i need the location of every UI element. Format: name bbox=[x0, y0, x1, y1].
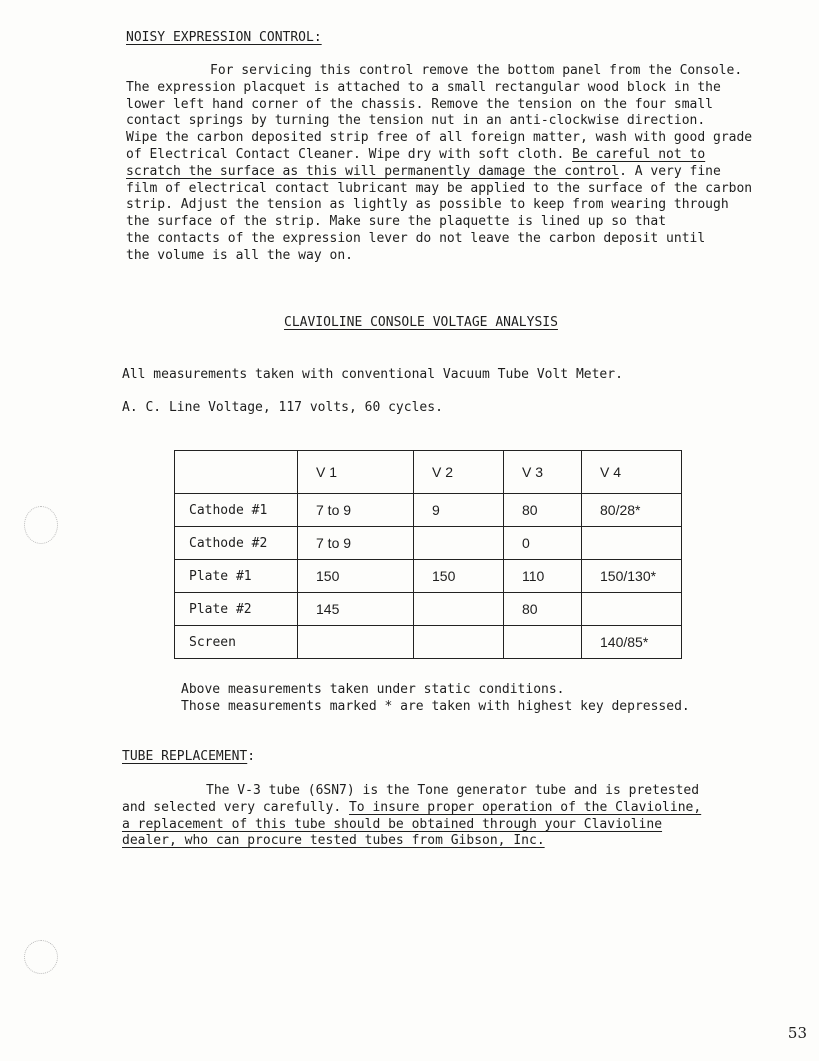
text-line: The expression placquet is attached to a small rectangular wood block in the bbox=[126, 79, 721, 95]
table-row bbox=[175, 494, 682, 527]
punch-hole-mark bbox=[24, 940, 58, 974]
text-line: the volume is all the way on. bbox=[126, 247, 353, 263]
text-line: the contacts of the expression lever do not leave the carbon deposit until bbox=[126, 230, 706, 246]
table-cell: 9 bbox=[414, 494, 504, 527]
table-cell: 7 to 9 bbox=[298, 527, 414, 560]
noisy-paragraph bbox=[126, 63, 816, 265]
table-cell bbox=[582, 593, 682, 626]
analysis-intro: All measurements taken with conventional Vacuum Tube Volt Meter. bbox=[122, 367, 623, 382]
table-cell: 150 bbox=[298, 560, 414, 593]
section-heading-tube: TUBE REPLACEMENT: bbox=[122, 749, 256, 764]
table-header-cell: V 3 bbox=[504, 451, 582, 494]
row-label: Cathode #1 bbox=[175, 494, 298, 527]
voltage-table bbox=[174, 450, 682, 659]
table-cell: 80/28* bbox=[582, 494, 682, 527]
text-line: For servicing this control remove the bottom panel from the Console. bbox=[210, 63, 743, 78]
page-number: 53 bbox=[787, 1024, 807, 1042]
emphasis-text: a replacement of this tube should be obtained through your Clavioline bbox=[122, 816, 663, 832]
warning-text: Be careful not to bbox=[572, 146, 706, 162]
row-label: Plate #2 bbox=[175, 593, 298, 626]
table-cell bbox=[414, 593, 504, 626]
text-line: Wipe the carbon deposited strip free of all foreign matter, wash with good grade bbox=[126, 130, 753, 146]
table-cell: 0 bbox=[504, 527, 582, 560]
table-note-asterisk: Those measurements marked * are taken with highest key depressed. bbox=[181, 699, 690, 714]
punch-hole-mark bbox=[24, 506, 58, 544]
text-line: contact springs by turning the tension nut in an anti-clockwise direction. bbox=[126, 113, 706, 129]
table-header-cell: V 1 bbox=[298, 451, 414, 494]
table-cell: 145 bbox=[298, 593, 414, 626]
table-row bbox=[175, 626, 682, 659]
table-header-cell bbox=[175, 451, 298, 494]
section-heading-analysis: CLAVIOLINE CONSOLE VOLTAGE ANALYSIS bbox=[284, 315, 558, 330]
text-line: scratch the surface as this will permanently damage the control. A very fine bbox=[126, 163, 721, 179]
table-cell: 80 bbox=[504, 494, 582, 527]
row-label: Plate #1 bbox=[175, 560, 298, 593]
table-header-cell: V 2 bbox=[414, 451, 504, 494]
emphasis-text: dealer, who can procure tested tubes from Gibson, Inc. bbox=[122, 833, 545, 849]
table-note-static: Above measurements taken under static conditions. bbox=[181, 682, 565, 697]
section-heading-noisy: NOISY EXPRESSION CONTROL: bbox=[126, 30, 322, 45]
table-cell bbox=[414, 626, 504, 659]
table-cell bbox=[298, 626, 414, 659]
table-cell: 150/130* bbox=[582, 560, 682, 593]
table-cell: 7 to 9 bbox=[298, 494, 414, 527]
text-line: of Electrical Contact Cleaner. Wipe dry with soft cloth. Be careful not to bbox=[126, 146, 706, 162]
emphasis-text: To insure proper operation of the Clavioline, bbox=[348, 799, 702, 815]
table-cell: 150 bbox=[414, 560, 504, 593]
table-cell: 110 bbox=[504, 560, 582, 593]
tube-paragraph bbox=[122, 783, 812, 850]
table-cell: 80 bbox=[504, 593, 582, 626]
table-row bbox=[175, 560, 682, 593]
text-line: The V-3 tube (6SN7) is the Tone generator tube and is pretested bbox=[206, 783, 700, 798]
warning-text: scratch the surface as this will permanently damage the control bbox=[126, 163, 620, 179]
text-line: the surface of the strip. Make sure the plaquette is lined up so that bbox=[126, 214, 667, 230]
row-label: Cathode #2 bbox=[175, 527, 298, 560]
table-header-row bbox=[175, 451, 682, 494]
table-header-cell: V 4 bbox=[582, 451, 682, 494]
text-line: strip. Adjust the tension as lightly as possible to keep from wearing through bbox=[126, 197, 729, 213]
row-label: Screen bbox=[175, 626, 298, 659]
line-voltage: A. C. Line Voltage, 117 volts, 60 cycles. bbox=[122, 400, 443, 415]
table-cell bbox=[582, 527, 682, 560]
text-line: and selected very carefully. To insure proper operation of the Clavioline, bbox=[122, 799, 702, 815]
table-row bbox=[175, 593, 682, 626]
text-line: film of electrical contact lubricant may be applied to the surface of the carbon bbox=[126, 180, 753, 196]
table-cell bbox=[414, 527, 504, 560]
table-cell: 140/85* bbox=[582, 626, 682, 659]
table-cell bbox=[504, 626, 582, 659]
table-row bbox=[175, 527, 682, 560]
text-line: lower left hand corner of the chassis. Remove the tension on the four small bbox=[126, 96, 713, 112]
